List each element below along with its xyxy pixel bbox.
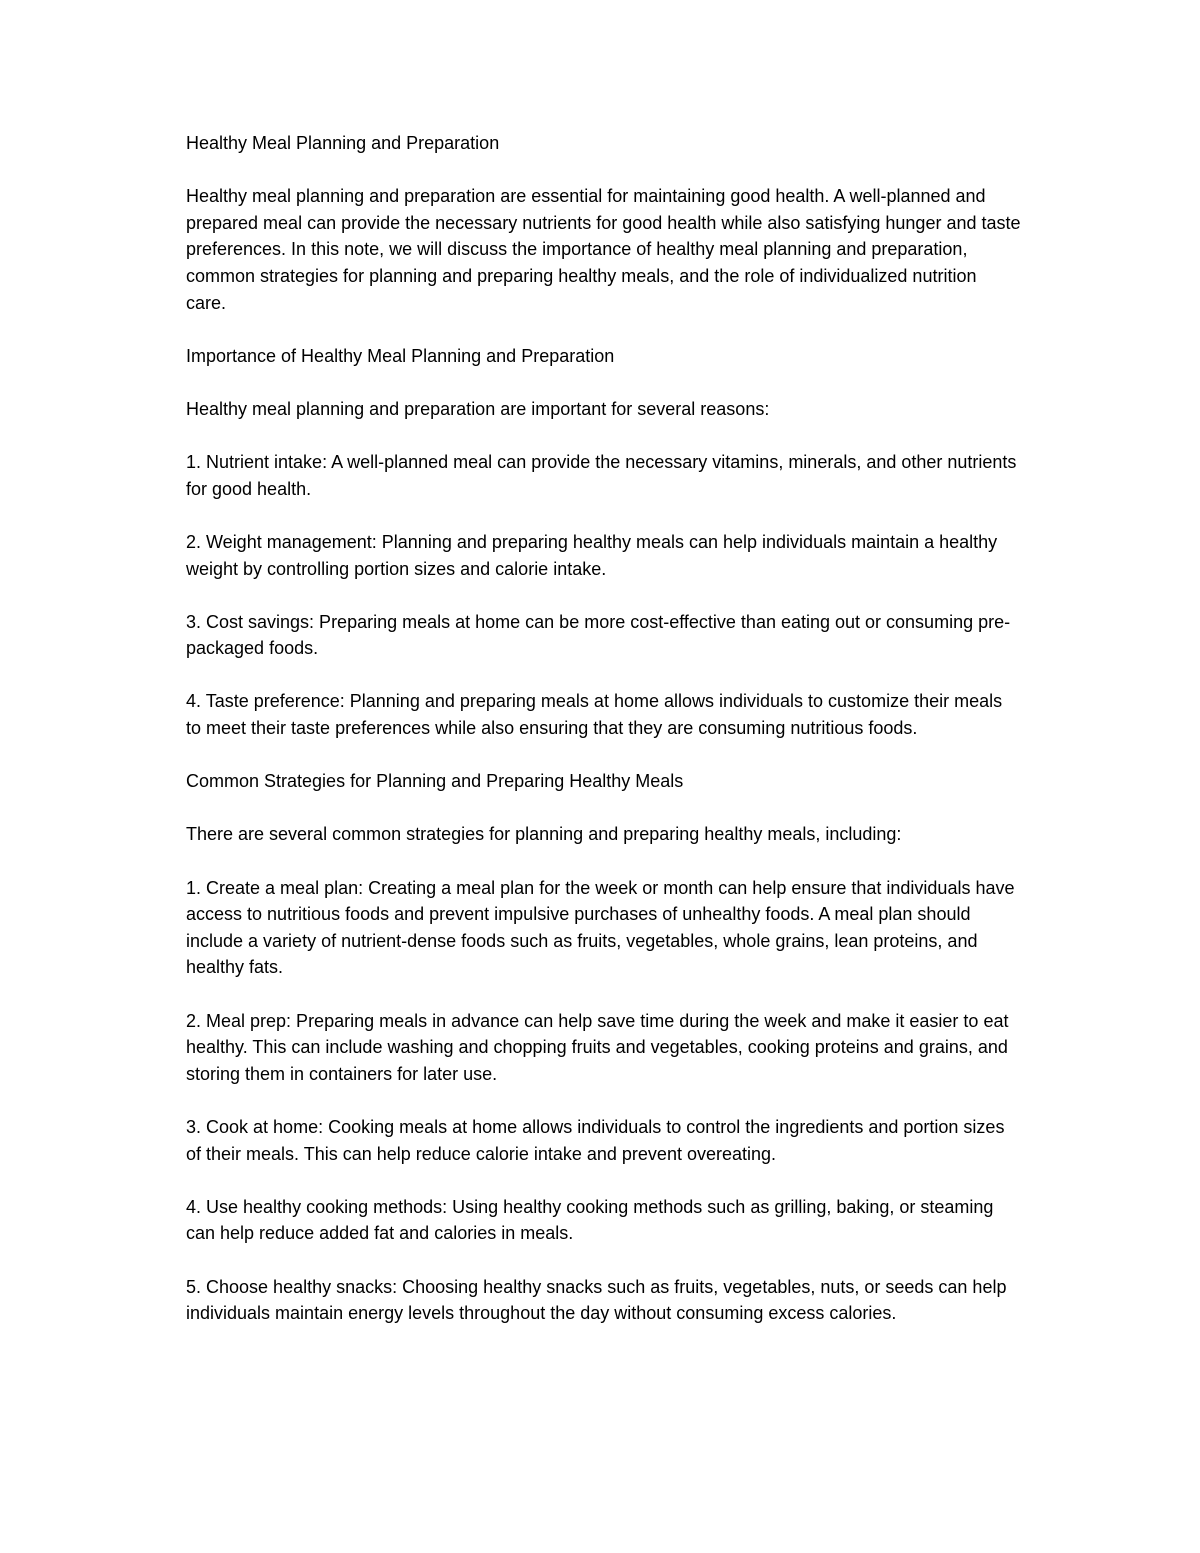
section-heading-importance: Importance of Healthy Meal Planning and Preparation [186,345,615,366]
list-item: 1. Create a meal plan: Creating a meal plan for the week or month can help ensure that individuals have access to nutritious foods and prevent impulsive purchases of unhealthy foods. A meal plan should include a variety of nutrient-dense foods such as fruits, vegetables, whole grains, lean proteins, and healthy fats. [186,877,1015,978]
section-lead-importance: Healthy meal planning and preparation are important for several reasons: [186,398,770,419]
intro-paragraph: Healthy meal planning and preparation are essential for maintaining good health. A well-planned and prepared meal can provide the necessary nutrients for good health while also satisfying hunger and taste preferences. In this note, we will discuss the importance of healthy meal planning and preparation, common strategies for planning and preparing healthy meals, and the role of individualized nutrition care. [186,186,1021,313]
list-item: 4. Taste preference: Planning and preparing meals at home allows individuals to customize their meals to meet their taste preferences while also ensuring that they are consuming nutritious foods. [186,691,1003,739]
list-item: 1. Nutrient intake: A well-planned meal can provide the necessary vitamins, minerals, and other nutrients for good health. [186,452,1017,499]
list-item: 4. Use healthy cooking methods: Using healthy cooking methods such as grilling, baking, or steaming can help reduce added fat and calories in meals. [186,1196,994,1244]
list-item: 3. Cook at home: Cooking meals at home allows individuals to control the ingredients and portion sizes of their meals. This can help reduce calorie intake and prevent overeating. [186,1116,1005,1164]
section-lead-strategies: There are several common strategies for planning and preparing healthy meals, including: [186,824,902,845]
document-title: Healthy Meal Planning and Preparation [186,133,500,153]
list-item: 5. Choose healthy snacks: Choosing healthy snacks such as fruits, vegetables, nuts, or seeds can help individuals maintain energy levels throughout the day without consuming excess calories. [186,1276,1007,1324]
list-item: 3. Cost savings: Preparing meals at home can be more cost-effective than eating out or consuming pre-packaged foods. [186,611,1011,659]
list-item: 2. Weight management: Planning and preparing healthy meals can help individuals maintain a healthy weight by controlling portion sizes and calorie intake. [186,531,998,579]
document-page [186,130,1021,1353]
section-heading-strategies: Common Strategies for Planning and Preparing Healthy Meals [186,771,684,792]
list-item: 2. Meal prep: Preparing meals in advance can help save time during the week and make it easier to eat healthy. This can include washing and chopping fruits and vegetables, cooking proteins and grains, and storing them in containers for later use. [186,1010,1009,1084]
